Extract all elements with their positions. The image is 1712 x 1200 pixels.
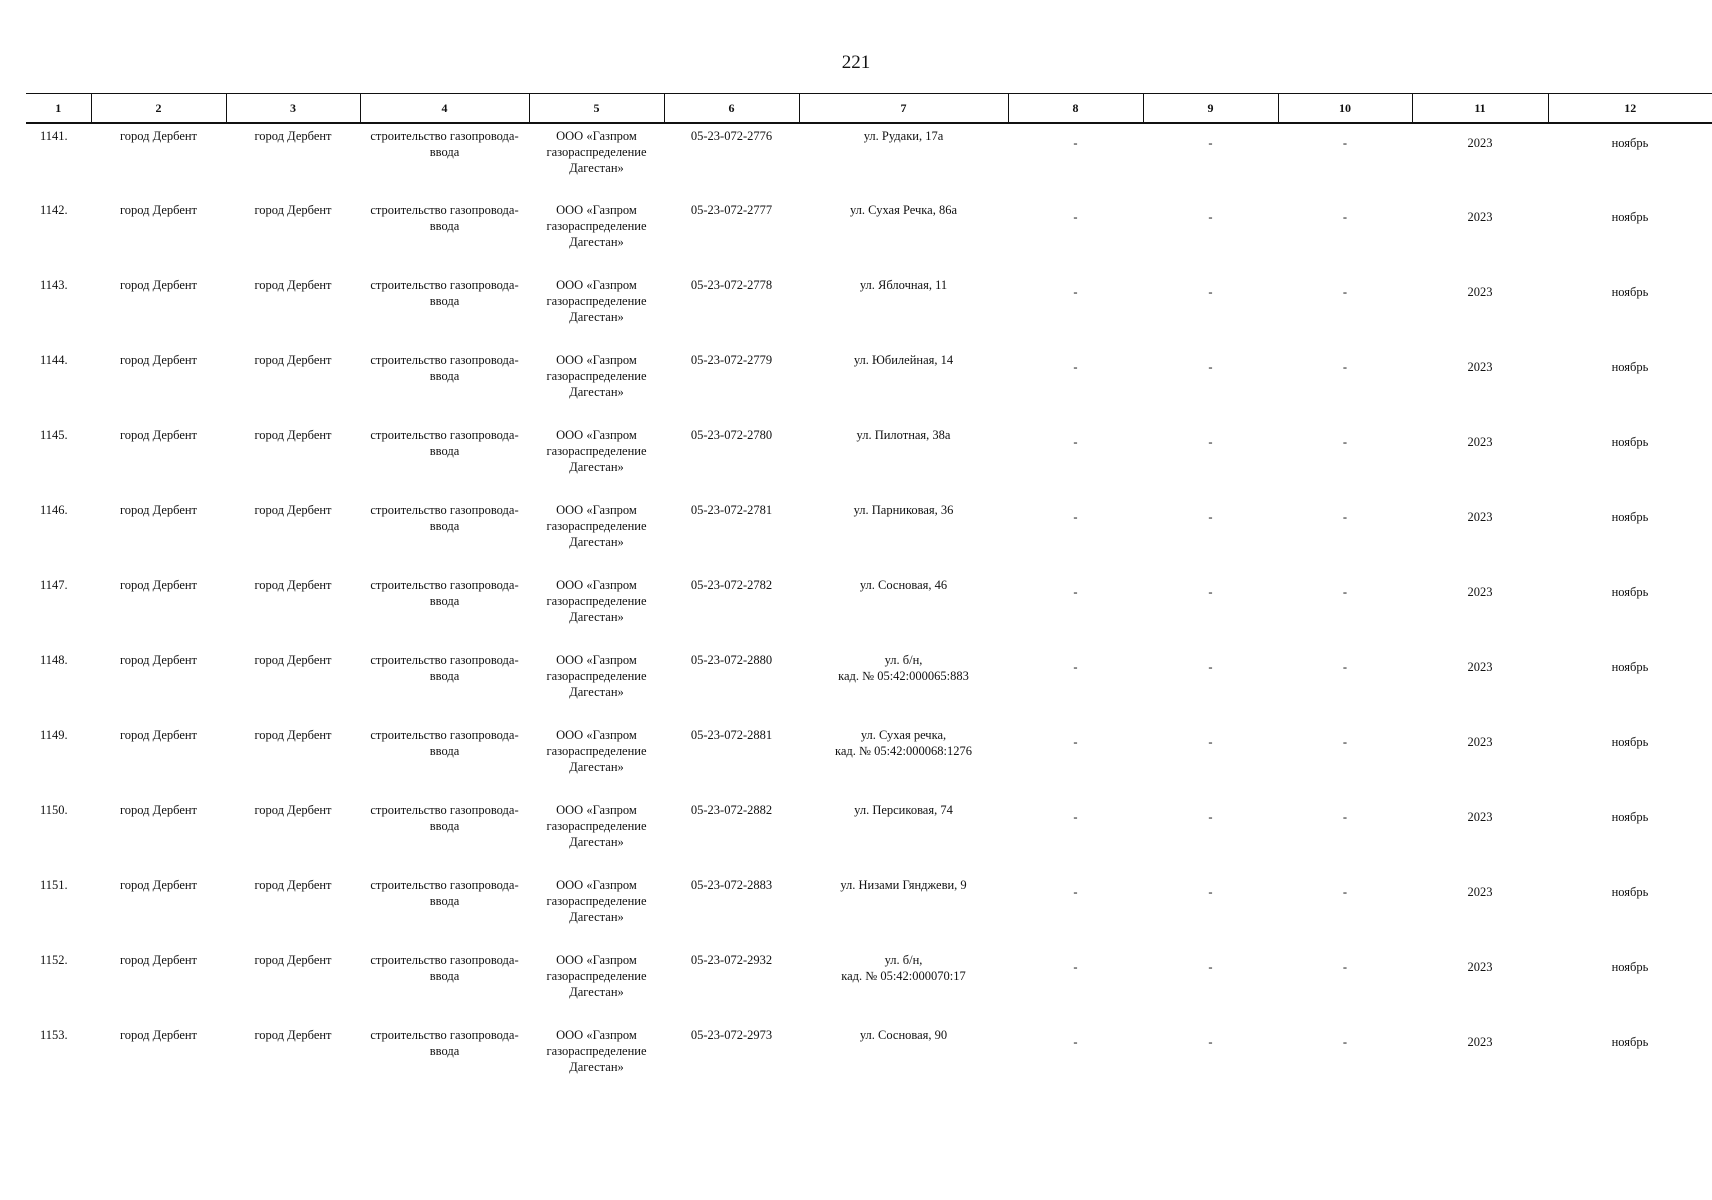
work-type-cell-line: строительство газопровода- xyxy=(370,278,519,292)
column-10-cell: - xyxy=(1342,810,1348,824)
column-10-cell: - xyxy=(1342,660,1348,674)
organization-cell-line: Дагестан» xyxy=(569,910,624,924)
work-type-cell xyxy=(360,798,529,873)
municipality-cell: город Дербент xyxy=(119,278,198,292)
organization-cell-line: Дагестан» xyxy=(569,685,624,699)
organization-cell xyxy=(529,423,664,498)
organization-cell xyxy=(529,498,664,573)
row-number: 1143. xyxy=(40,278,68,292)
address-cell-line: ул. б/н, xyxy=(884,953,923,967)
month-cell: ноябрь xyxy=(1611,885,1649,899)
address-cell-line: ул. Персиковая, 74 xyxy=(854,803,953,817)
column-9-cell: - xyxy=(1208,285,1213,299)
month-cell: ноябрь xyxy=(1611,735,1649,749)
work-type-cell xyxy=(360,948,529,1023)
municipality-cell: город Дербент xyxy=(119,953,198,967)
column-9-cell: - xyxy=(1208,136,1213,150)
year-cell: 2023 xyxy=(1467,885,1493,899)
year-cell: 2023 xyxy=(1467,960,1493,974)
column-header-10: 10 xyxy=(1278,94,1412,124)
work-type-cell-line: ввода xyxy=(429,369,460,383)
address-cell-line: ул. б/н, xyxy=(884,653,923,667)
work-type-cell-line: строительство газопровода- xyxy=(370,728,519,742)
year-cell: 2023 xyxy=(1467,136,1493,150)
column-8-cell: - xyxy=(1073,1035,1078,1049)
row-number: 1149. xyxy=(40,728,68,742)
organization-cell xyxy=(529,123,664,198)
organization-cell-line: газораспределение xyxy=(546,969,647,983)
organization-cell-line: ООО «Газпром xyxy=(556,278,637,292)
row-number: 1150. xyxy=(40,803,68,817)
organization-cell xyxy=(529,648,664,723)
organization-cell-line: ООО «Газпром xyxy=(556,353,637,367)
organization-cell-line: газораспределение xyxy=(546,819,647,833)
work-type-cell xyxy=(360,348,529,423)
column-10-cell: - xyxy=(1342,735,1348,749)
month-cell: ноябрь xyxy=(1611,210,1649,224)
settlement-cell: город Дербент xyxy=(254,1028,332,1042)
column-8-cell: - xyxy=(1073,210,1078,224)
settlement-cell: город Дербент xyxy=(254,803,332,817)
organization-cell-line: газораспределение xyxy=(546,369,647,383)
municipality-cell: город Дербент xyxy=(119,728,198,742)
organization-cell-line: Дагестан» xyxy=(569,310,624,324)
organization-cell xyxy=(529,723,664,798)
column-8-cell: - xyxy=(1073,435,1078,449)
column-header-12: 12 xyxy=(1548,94,1712,124)
work-type-cell-line: ввода xyxy=(429,444,460,458)
organization-cell-line: газораспределение xyxy=(546,594,647,608)
work-type-cell-line: строительство газопровода- xyxy=(370,1028,519,1042)
year-cell: 2023 xyxy=(1467,810,1493,824)
work-type-cell-line: строительство газопровода- xyxy=(370,953,519,967)
column-9-cell: - xyxy=(1208,360,1213,374)
organization-cell xyxy=(529,798,664,873)
table-row xyxy=(26,348,1712,423)
address-cell xyxy=(799,573,1008,648)
work-type-cell-line: строительство газопровода- xyxy=(370,578,519,592)
address-cell-line: ул. Сосновая, 90 xyxy=(859,1028,948,1042)
month-cell: ноябрь xyxy=(1611,435,1649,449)
table-row xyxy=(26,648,1712,723)
row-number: 1153. xyxy=(40,1028,68,1042)
header-row xyxy=(26,94,1712,124)
column-header-3: 3 xyxy=(226,94,360,124)
organization-cell xyxy=(529,873,664,948)
organization-cell xyxy=(529,348,664,423)
organization-cell-line: Дагестан» xyxy=(569,985,624,999)
row-number: 1152. xyxy=(40,953,68,967)
work-type-cell xyxy=(360,573,529,648)
organization-cell-line: Дагестан» xyxy=(569,760,624,774)
organization-cell-line: ООО «Газпром xyxy=(556,129,637,143)
organization-cell-line: ООО «Газпром xyxy=(556,503,637,517)
row-number: 1142. xyxy=(40,203,68,217)
code-cell: 05-23-072-2882 xyxy=(690,803,773,817)
municipality-cell: город Дербент xyxy=(119,353,198,367)
table-header xyxy=(26,94,1712,124)
column-10-cell: - xyxy=(1342,585,1348,599)
month-cell: ноябрь xyxy=(1611,1035,1649,1049)
organization-cell-line: газораспределение xyxy=(546,145,647,159)
settlement-cell: город Дербент xyxy=(254,878,332,892)
column-header-11: 11 xyxy=(1412,94,1548,124)
column-8-cell: - xyxy=(1073,885,1078,899)
code-cell: 05-23-072-2781 xyxy=(690,503,773,517)
code-cell: 05-23-072-2780 xyxy=(690,428,773,442)
work-type-cell xyxy=(360,723,529,798)
settlement-cell: город Дербент xyxy=(254,578,332,592)
settlement-cell: город Дербент xyxy=(254,353,332,367)
address-cell-line: ул. Пилотная, 38а xyxy=(856,428,951,442)
municipality-cell: город Дербент xyxy=(119,878,198,892)
column-9-cell: - xyxy=(1208,210,1213,224)
month-cell: ноябрь xyxy=(1611,136,1649,150)
organization-cell-line: Дагестан» xyxy=(569,835,624,849)
organization-cell-line: Дагестан» xyxy=(569,610,624,624)
column-10-cell: - xyxy=(1342,136,1348,150)
municipality-cell: город Дербент xyxy=(119,578,198,592)
column-10-cell: - xyxy=(1342,210,1348,224)
address-cell-line: кад. № 05:42:000068:1276 xyxy=(834,744,972,758)
column-8-cell: - xyxy=(1073,660,1078,674)
year-cell: 2023 xyxy=(1467,1035,1493,1049)
column-8-cell: - xyxy=(1073,960,1078,974)
work-type-cell-line: ввода xyxy=(429,294,460,308)
page-number: 221 xyxy=(841,52,871,73)
address-cell xyxy=(799,123,1008,198)
year-cell: 2023 xyxy=(1467,285,1493,299)
code-cell: 05-23-072-2973 xyxy=(690,1028,773,1042)
table-row xyxy=(26,498,1712,573)
organization-cell-line: газораспределение xyxy=(546,894,647,908)
address-cell xyxy=(799,198,1008,273)
table-row xyxy=(26,1023,1712,1098)
settlement-cell: город Дербент xyxy=(254,953,332,967)
month-cell: ноябрь xyxy=(1611,510,1649,524)
settlement-cell: город Дербент xyxy=(254,129,332,143)
municipality-cell: город Дербент xyxy=(119,1028,198,1042)
year-cell: 2023 xyxy=(1467,735,1493,749)
organization-cell-line: газораспределение xyxy=(546,219,647,233)
column-10-cell: - xyxy=(1342,885,1348,899)
year-cell: 2023 xyxy=(1467,660,1493,674)
work-type-cell-line: ввода xyxy=(429,1044,460,1058)
organization-cell-line: Дагестан» xyxy=(569,385,624,399)
table-row xyxy=(26,273,1712,348)
code-cell: 05-23-072-2883 xyxy=(690,878,773,892)
work-type-cell-line: строительство газопровода- xyxy=(370,653,519,667)
row-number: 1141. xyxy=(40,129,68,143)
organization-cell-line: ООО «Газпром xyxy=(556,1028,637,1042)
year-cell: 2023 xyxy=(1467,585,1493,599)
column-9-cell: - xyxy=(1208,885,1213,899)
address-cell xyxy=(799,723,1008,798)
column-10-cell: - xyxy=(1342,285,1348,299)
organization-cell xyxy=(529,948,664,1023)
address-cell-line: ул. Рудаки, 17а xyxy=(863,129,944,143)
municipality-cell: город Дербент xyxy=(119,203,198,217)
year-cell: 2023 xyxy=(1467,510,1493,524)
month-cell: ноябрь xyxy=(1611,585,1649,599)
address-cell-line: ул. Парниковая, 36 xyxy=(853,503,954,517)
month-cell: ноябрь xyxy=(1611,960,1649,974)
work-type-cell-line: строительство газопровода- xyxy=(370,353,519,367)
code-cell: 05-23-072-2880 xyxy=(690,653,773,667)
address-cell xyxy=(799,798,1008,873)
address-cell-line: ул. Юбилейная, 14 xyxy=(853,353,954,367)
organization-cell-line: газораспределение xyxy=(546,744,647,758)
row-number: 1144. xyxy=(40,353,68,367)
work-type-cell xyxy=(360,198,529,273)
column-10-cell: - xyxy=(1342,435,1348,449)
month-cell: ноябрь xyxy=(1611,660,1649,674)
column-9-cell: - xyxy=(1208,435,1213,449)
row-number: 1151. xyxy=(40,878,68,892)
work-type-cell-line: строительство газопровода- xyxy=(370,503,519,517)
address-cell-line: ул. Сухая Речка, 86а xyxy=(849,203,957,217)
year-cell: 2023 xyxy=(1467,435,1493,449)
code-cell: 05-23-072-2777 xyxy=(690,203,773,217)
column-8-cell: - xyxy=(1073,810,1078,824)
column-8-cell: - xyxy=(1073,510,1078,524)
municipality-cell: город Дербент xyxy=(119,129,198,143)
address-cell xyxy=(799,948,1008,1023)
organization-cell-line: Дагестан» xyxy=(569,1060,624,1074)
table-row xyxy=(26,123,1712,198)
organization-cell-line: ООО «Газпром xyxy=(556,653,637,667)
table-row xyxy=(26,798,1712,873)
organization-cell-line: Дагестан» xyxy=(569,161,624,175)
work-type-cell xyxy=(360,648,529,723)
month-cell: ноябрь xyxy=(1611,810,1649,824)
work-type-cell-line: ввода xyxy=(429,894,460,908)
organization-cell xyxy=(529,198,664,273)
row-number: 1146. xyxy=(40,503,68,517)
work-type-cell xyxy=(360,123,529,198)
column-header-9: 9 xyxy=(1143,94,1278,124)
gas-connection-table xyxy=(26,93,1712,1098)
column-9-cell: - xyxy=(1208,810,1213,824)
column-header-7: 7 xyxy=(799,94,1008,124)
work-type-cell xyxy=(360,423,529,498)
settlement-cell: город Дербент xyxy=(254,278,332,292)
address-cell xyxy=(799,648,1008,723)
organization-cell-line: газораспределение xyxy=(546,444,647,458)
address-cell-line: ул. Сосновая, 46 xyxy=(859,578,948,592)
address-cell-line: ул. Низами Гянджеви, 9 xyxy=(840,878,967,892)
settlement-cell: город Дербент xyxy=(254,653,332,667)
column-10-cell: - xyxy=(1342,960,1348,974)
organization-cell-line: газораспределение xyxy=(546,519,647,533)
column-10-cell: - xyxy=(1342,360,1348,374)
column-9-cell: - xyxy=(1208,1035,1213,1049)
code-cell: 05-23-072-2782 xyxy=(690,578,773,592)
table-row xyxy=(26,873,1712,948)
column-9-cell: - xyxy=(1208,510,1213,524)
work-type-cell xyxy=(360,873,529,948)
month-cell: ноябрь xyxy=(1611,360,1649,374)
column-8-cell: - xyxy=(1073,585,1078,599)
work-type-cell-line: ввода xyxy=(429,219,460,233)
work-type-cell xyxy=(360,273,529,348)
work-type-cell-line: строительство газопровода- xyxy=(370,129,519,143)
work-type-cell-line: строительство газопровода- xyxy=(370,878,519,892)
work-type-cell-line: ввода xyxy=(429,594,460,608)
column-header-5: 5 xyxy=(529,94,664,124)
organization-cell-line: Дагестан» xyxy=(569,235,624,249)
work-type-cell-line: строительство газопровода- xyxy=(370,803,519,817)
column-10-cell: - xyxy=(1342,1035,1348,1049)
organization-cell-line: ООО «Газпром xyxy=(556,578,637,592)
gas-connection-table-sheet xyxy=(26,93,1712,1098)
work-type-cell-line: ввода xyxy=(429,819,460,833)
settlement-cell: город Дербент xyxy=(254,503,332,517)
settlement-cell: город Дербент xyxy=(254,428,332,442)
address-cell xyxy=(799,423,1008,498)
work-type-cell-line: строительство газопровода- xyxy=(370,203,519,217)
address-cell-line: ул. Сухая речка, xyxy=(860,728,947,742)
municipality-cell: город Дербент xyxy=(119,503,198,517)
settlement-cell: город Дербент xyxy=(254,728,332,742)
work-type-cell-line: ввода xyxy=(429,969,460,983)
code-cell: 05-23-072-2779 xyxy=(690,353,773,367)
address-cell-line: кад. № 05:42:000065:883 xyxy=(838,669,969,683)
municipality-cell: город Дербент xyxy=(119,803,198,817)
column-10-cell: - xyxy=(1342,510,1348,524)
column-8-cell: - xyxy=(1073,735,1078,749)
work-type-cell xyxy=(360,498,529,573)
table-row xyxy=(26,723,1712,798)
organization-cell-line: Дагестан» xyxy=(569,460,624,474)
code-cell: 05-23-072-2881 xyxy=(690,728,773,742)
address-cell-line: кад. № 05:42:000070:17 xyxy=(841,969,966,983)
column-9-cell: - xyxy=(1208,960,1213,974)
code-cell: 05-23-072-2778 xyxy=(690,278,773,292)
work-type-cell-line: ввода xyxy=(429,145,460,159)
column-9-cell: - xyxy=(1208,585,1213,599)
address-cell xyxy=(799,348,1008,423)
organization-cell-line: газораспределение xyxy=(546,669,647,683)
column-header-6: 6 xyxy=(664,94,799,124)
settlement-cell: город Дербент xyxy=(254,203,332,217)
address-cell-line: ул. Яблочная, 11 xyxy=(859,278,948,292)
column-8-cell: - xyxy=(1073,360,1078,374)
address-cell xyxy=(799,873,1008,948)
organization-cell-line: ООО «Газпром xyxy=(556,728,637,742)
organization-cell xyxy=(529,573,664,648)
month-cell: ноябрь xyxy=(1611,285,1649,299)
code-cell: 05-23-072-2932 xyxy=(690,953,773,967)
row-number: 1145. xyxy=(40,428,68,442)
column-8-cell: - xyxy=(1073,285,1078,299)
row-number: 1147. xyxy=(40,578,68,592)
organization-cell-line: ООО «Газпром xyxy=(556,428,637,442)
work-type-cell xyxy=(360,1023,529,1098)
work-type-cell-line: ввода xyxy=(429,519,460,533)
municipality-cell: город Дербент xyxy=(119,653,198,667)
column-9-cell: - xyxy=(1208,660,1213,674)
table-body xyxy=(26,123,1712,1098)
code-cell: 05-23-072-2776 xyxy=(690,129,773,143)
column-header-4: 4 xyxy=(360,94,529,124)
organization-cell-line: Дагестан» xyxy=(569,535,624,549)
organization-cell xyxy=(529,1023,664,1098)
work-type-cell-line: ввода xyxy=(429,744,460,758)
organization-cell-line: газораспределение xyxy=(546,294,647,308)
organization-cell-line: ООО «Газпром xyxy=(556,878,637,892)
address-cell xyxy=(799,273,1008,348)
column-8-cell: - xyxy=(1073,136,1078,150)
column-header-1: 1 xyxy=(26,94,91,124)
organization-cell xyxy=(529,273,664,348)
year-cell: 2023 xyxy=(1467,210,1493,224)
column-9-cell: - xyxy=(1208,735,1213,749)
address-cell xyxy=(799,498,1008,573)
year-cell: 2023 xyxy=(1467,360,1493,374)
work-type-cell-line: строительство газопровода- xyxy=(370,428,519,442)
table-row xyxy=(26,423,1712,498)
organization-cell-line: ООО «Газпром xyxy=(556,203,637,217)
column-header-2: 2 xyxy=(91,94,226,124)
organization-cell-line: ООО «Газпром xyxy=(556,953,637,967)
row-number: 1148. xyxy=(40,653,68,667)
table-row xyxy=(26,573,1712,648)
table-row xyxy=(26,948,1712,1023)
organization-cell-line: ООО «Газпром xyxy=(556,803,637,817)
municipality-cell: город Дербент xyxy=(119,428,198,442)
column-header-8: 8 xyxy=(1008,94,1143,124)
organization-cell-line: газораспределение xyxy=(546,1044,647,1058)
table-row xyxy=(26,198,1712,273)
work-type-cell-line: ввода xyxy=(429,669,460,683)
address-cell xyxy=(799,1023,1008,1098)
